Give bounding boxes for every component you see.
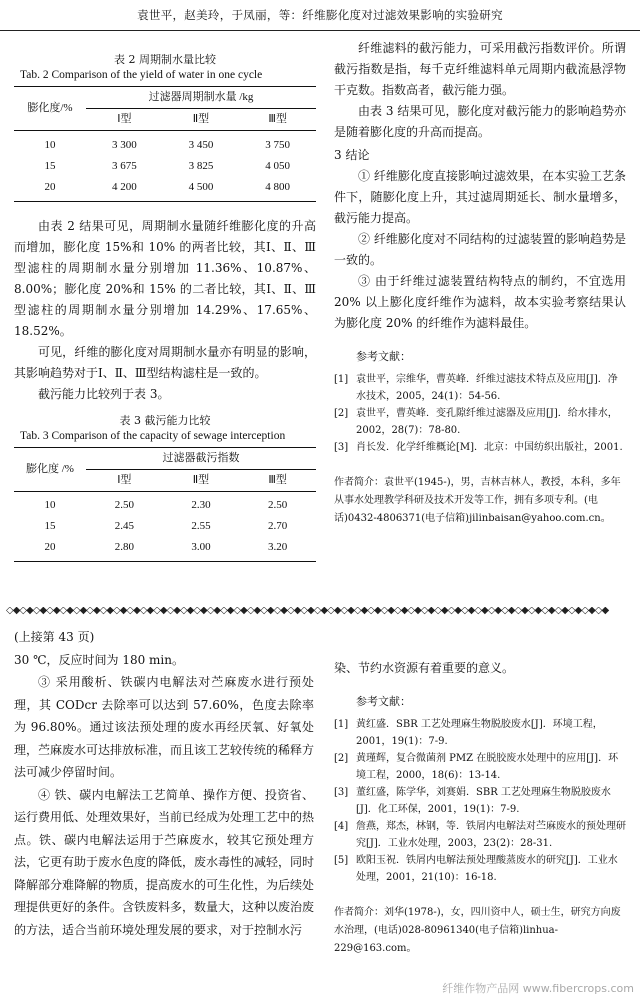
table3-row2-label: 15 (44, 520, 56, 532)
table-row (14, 131, 316, 157)
ref-text: 肖长发．化学纤维概论[M]．北京：中国纺织出版社，2001. (356, 442, 623, 453)
table-row (14, 492, 316, 517)
table3-header-span: 过滤器截污指数 (86, 448, 316, 470)
paragraph: 截污能力比较列于表 3。 (38, 387, 170, 401)
table3-cell: 2.45 (114, 520, 134, 532)
ref-number: [5] (334, 855, 349, 866)
bottom-left-column (14, 626, 314, 941)
ref-number: [2] (334, 753, 349, 764)
table2-cell: 3 825 (188, 160, 214, 172)
conclusion-item: ② 纤维膨化度对不同结构的过滤装置的影响趋势是一致的。 (334, 232, 626, 267)
table-row (14, 177, 316, 202)
table3-caption-cn: 表 3 截污能力比较 (119, 414, 211, 427)
top-right-column (334, 38, 626, 528)
table2-cell: 3 450 (188, 139, 214, 151)
paragraph: ④ 铁、碳内电解法工艺简单、操作方便、投资省、运行费用低、处理效果好，当前已经成为处理工艺中的热点。铁、碳内电解法运用于苎麻废水，较其它预处理方法，它更有助于废水色度的降低，废水毒性的减轻，同时降解部分难降解的物质，提高废水的可生化性，为后续处理提供更好的条件。含铁废料多，数量大，这种以废治废的方法，适合当前环境处理发展的要求，对于控制水污 (14, 787, 315, 937)
table3-header-type3: Ⅲ型 (239, 470, 316, 492)
paragraph: 由表 2 结果可见，周期制水量随纤维膨化度的升高而增加，膨化度 15%和 10% 的两者比较，其Ⅰ、Ⅱ、Ⅲ型滤柱的周期制水量分别增加 11.36%、10.87%、8.00%；膨化度 20%和 15% 的二者比较，其Ⅰ、Ⅱ、Ⅲ型滤柱的周期制水量分别增加 14.29%、17.65%、18.52%。 (14, 219, 316, 338)
table3-cell: 2.50 (268, 499, 288, 511)
table2-row3-label: 20 (14, 177, 86, 202)
table2-cell: 4 050 (265, 160, 291, 172)
table3-cell: 2.80 (86, 537, 163, 562)
running-header (0, 0, 640, 31)
ref-text: 欧阳玉祝．铁屑内电解法预处理酸蒸废水的研究[J]．工业水处理，2001，21(10)：16-18. (356, 855, 618, 883)
table3-row1-label: 10 (44, 499, 56, 511)
top-left-column (14, 52, 316, 562)
table2-caption-en: Tab. 2 Comparison of the yield of water in one cycle (20, 69, 263, 81)
table2-cell: 4 800 (239, 177, 316, 202)
reference-item (334, 371, 626, 405)
table3-header-type2: Ⅱ型 (163, 470, 240, 492)
table2-caption-cn: 表 2 周期制水量比较 (114, 53, 216, 66)
paragraph: 由表 3 结果可见，膨化度对截污能力的影响趋势亦是随着膨化度的升高而提高。 (334, 104, 626, 139)
running-title: 袁世平，赵美玲，于凤丽，等：纤维膨化度对过滤效果影响的实验研究 (137, 8, 503, 22)
reference-item (334, 750, 626, 784)
table3-cell: 3.00 (163, 537, 240, 562)
table3-cell: 2.70 (268, 520, 288, 532)
table-row (14, 537, 316, 562)
ref-text: 袁世平，宗维华，曹英峰．纤维过滤技术特点及应用[J]．净水技术，2005，24(1)：54-56. (356, 374, 618, 402)
paragraph: 纤维滤料的截污能力，可采用截污指数评价。所谓截污指数是指，每千克纤维滤料单元周期内截流悬浮物干克数。指数高者，截污能力强。 (334, 41, 626, 97)
references-bottom (334, 693, 626, 958)
author-bio: 作者简介：刘华(1978-)，女，四川资中人，硕士生，研究方向废水治理，(电话)028-80961340(电子信箱)linhua-229@163.com。 (334, 907, 621, 954)
ref-number: [1] (334, 719, 349, 730)
table3-cell: 2.30 (191, 499, 211, 511)
conclusion-item: ③ 由于纤维过滤装置结构特点的制约，不宜选用 20% 以上膨化度纤维作为滤料，故本实验考察结果认为膨化度 20% 的纤维作为滤料最佳。 (334, 274, 626, 330)
reference-item (334, 405, 626, 439)
paragraph: 可见，纤维的膨化度对周期制水量亦有明显的影响，其影响趋势对于Ⅰ、Ⅱ、Ⅲ型结构滤柱是一致的。 (14, 345, 316, 380)
reference-item (334, 818, 626, 852)
table2-header-type2: Ⅱ型 (163, 109, 240, 131)
body-text (14, 216, 316, 405)
table3-row3-label: 20 (14, 537, 86, 562)
ref-number: [1] (334, 374, 349, 385)
table3-cell: 2.55 (191, 520, 211, 532)
ref-text: 詹燕，郑杰，林钢，等．铁屑内电解法对苎麻废水的预处理研究[J]．工业水处理，2003，23(2)：28-31. (356, 821, 626, 849)
reference-item (334, 439, 626, 456)
table-row (14, 156, 316, 177)
reference-item (334, 716, 626, 750)
table2-header-type1: Ⅰ型 (86, 109, 163, 131)
watermark: 纤维作物产品网 www.fibercrops.com (442, 982, 634, 995)
ref-text: 黄瑾辉，复合微菌剂 PMZ 在脱胶废水处理中的应用[J]．环境工程，2000，18(6)：13-14. (356, 753, 619, 781)
paragraph: ③ 采用酸析、铁碳内电解法对苎麻废水进行预处理，其 CODcr 去除率可以达到 57.60%，色度去除率为 96.80%。通过该法预处理的废水再经厌氧、好氧处理，苎麻废水可达排放标准，而且该工艺较传统的稀释方法可减少停留时间。 (14, 675, 315, 779)
reference-item (334, 852, 626, 886)
section-divider: ◇◆◇◆◇◆◇◆◇◆◇◆◇◆◇◆◇◆◇◆◇◆◇◆◇◆◇◆◇◆◇◆◇◆◇◆◇◆◇◆◇◆◇◆◇◆◇◆◇◆◇◆◇◆◇◆◇◆◇◆◇◆◇◆◇◆◇◆◇◆◇◆◇◆◇◆◇◆◇◆◇◆◇◆◇◆◇◆◇◆ (6, 607, 609, 615)
table2-cell: 3 750 (265, 139, 291, 151)
table2-header-type3: Ⅲ型 (239, 109, 316, 131)
table2-header-span: 过滤器周期制水量 /kg (86, 87, 316, 109)
table2-cell: 3 300 (111, 139, 137, 151)
table3-header-type1: Ⅰ型 (86, 470, 163, 492)
table3 (14, 447, 316, 562)
table2 (14, 86, 316, 202)
bottom-right-column (334, 658, 626, 958)
conclusion-item: ① 纤维膨化度直接影响过滤效果，在本实验工艺条件下，随膨化度上升，其过滤周期延长、制水量增多，截污能力提高。 (334, 169, 626, 225)
section-heading: 3 结论 (334, 148, 370, 162)
table2-row2-label: 15 (44, 160, 56, 172)
table2-row1-label: 10 (44, 139, 56, 151)
ref-text: 袁世平，曹英峰．变孔隙纤维过滤器及应用[J]．给水排水，2002，28(7)：78-80. (356, 408, 618, 436)
references-heading: 参考文献： (356, 695, 411, 708)
ref-text: 董红盛，陈学华，刘赛娟．SBR 工艺处理麻生物脱胶废水[J]．化工环保，2001，19(1)：7-9. (356, 787, 611, 815)
references-top (334, 348, 626, 528)
table2-cell: 4 200 (86, 177, 163, 202)
reference-item (334, 784, 626, 818)
table3-header-degree: 膨化度 /% (14, 448, 86, 492)
table2-cell: 3 675 (111, 160, 137, 172)
table3-caption-en: Tab. 3 Comparison of the capacity of sewage interception (20, 430, 286, 442)
ref-number: [4] (334, 821, 349, 832)
ref-text: 黄红盛．SBR 工艺处理麻生物脱胶废水[J]．环境工程，2001，19(1)：7-9. (356, 719, 603, 747)
ref-number: [2] (334, 408, 349, 419)
table-row (14, 516, 316, 537)
table3-cell: 2.50 (114, 499, 134, 511)
paragraph: 染、节约水资源有着重要的意义。 (334, 661, 515, 675)
table3-cell: 3.20 (239, 537, 316, 562)
paragraph: 30 ℃，反应时间为 180 min。 (14, 652, 184, 667)
table2-cell: 4 500 (163, 177, 240, 202)
author-bio: 作者简介：袁世平(1945-)，男，吉林吉林人，教授，本科，多年从事水处理教学科研及技术开发等工作，拥有多项专利。(电话)0432-4806371(电子信箱)jilinbaisan@yahoo.com.cn。 (334, 477, 621, 524)
ref-number: [3] (334, 787, 349, 798)
references-heading: 参考文献： (356, 350, 411, 363)
ref-number: [3] (334, 442, 349, 453)
table2-header-degree: 膨化度/% (14, 87, 86, 131)
continued-note: (上接第 43 页) (14, 630, 95, 644)
